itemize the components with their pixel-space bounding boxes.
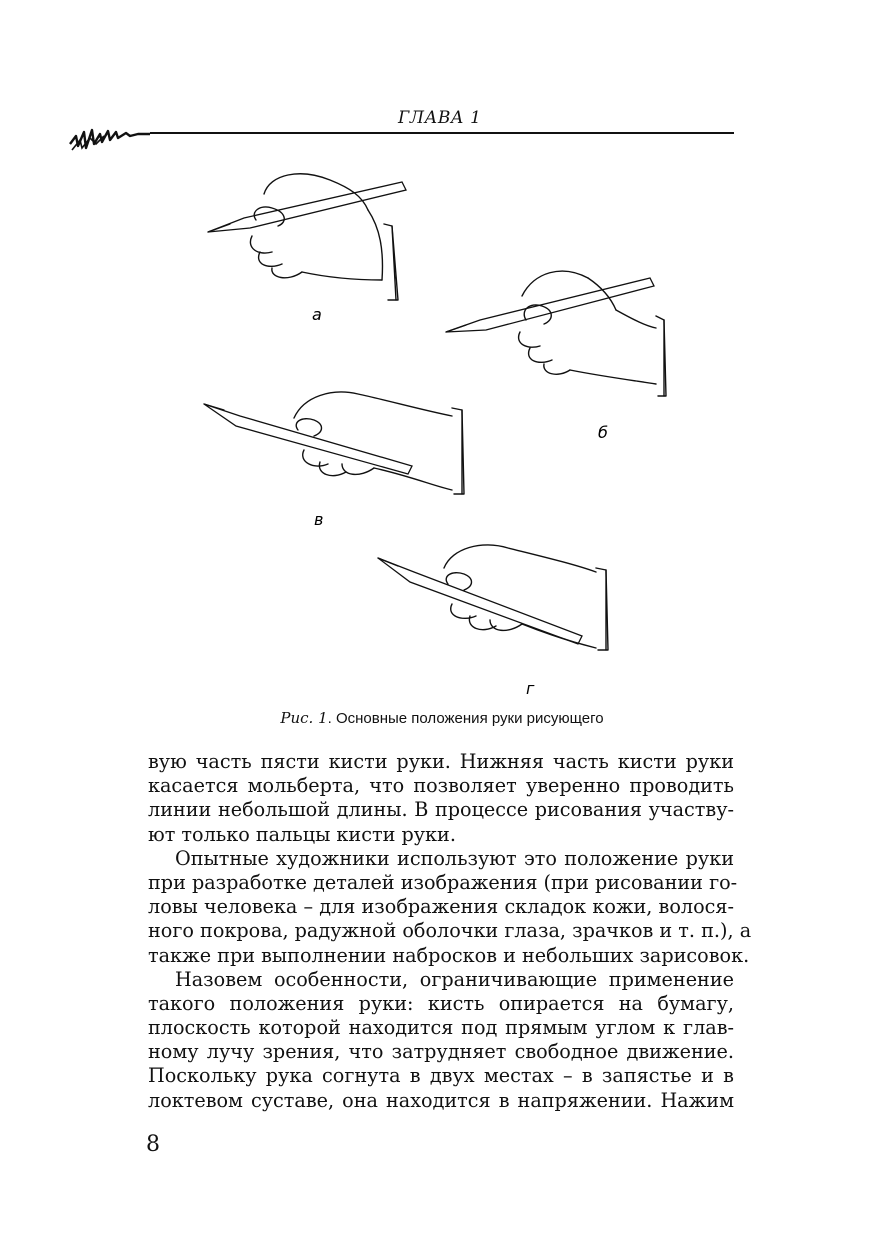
hand-illustration-g (378, 545, 608, 650)
body-line: такого положения руки: кисть опирается на бумагу, (148, 991, 734, 1015)
figure-caption-text: . Основные положения руки рисующего (327, 710, 604, 727)
body-line: ловы человека – для изображения складок кожи, волося- (148, 895, 734, 919)
figure-label-a: а (312, 305, 322, 324)
body-line: ному лучу зрения, что затрудняет свободное движение. (148, 1040, 734, 1064)
body-line: ют только пальцы кисти руки. (148, 822, 456, 846)
hand-positions-figure (190, 160, 690, 710)
figure-caption-prefix: Рис. 1 (280, 709, 328, 727)
figure-label-g: г (526, 679, 535, 698)
figure-caption (150, 709, 734, 727)
chapter-title: ГЛАВА 1 (398, 108, 482, 128)
body-text (148, 750, 752, 1113)
hand-illustration-a (208, 174, 406, 300)
figure-label-v: в (314, 510, 324, 529)
body-line: Опытные художники используют это положение руки (175, 846, 734, 870)
header-scribble-ornament (68, 122, 152, 156)
header-rule (150, 132, 734, 134)
body-line: ного покрова, радужной оболочки глаза, зрачков и т. п.), а (148, 919, 752, 943)
body-line: Поскольку рука согнута в двух местах – в запястье и в (148, 1064, 734, 1088)
figure-label-b: б (598, 423, 608, 442)
body-line: Назовем особенности, ограничивающие применение (175, 967, 734, 991)
body-line: также при выполнении набросков и небольших зарисовок. (148, 943, 750, 967)
body-line: при разработке деталей изображения (при рисовании го- (148, 870, 738, 894)
body-line: локтевом суставе, она находится в напряжении. Нажим (148, 1088, 734, 1112)
body-line: линии небольшой длины. В процессе рисования участву- (148, 798, 734, 822)
body-line: плоскость которой находится под прямым углом к глав- (148, 1016, 734, 1040)
page-number: 8 (146, 1132, 160, 1157)
hand-illustration-v (204, 392, 464, 494)
body-line: касается мольберта, что позволяет уверенно проводить (148, 774, 734, 798)
hand-illustration-b (446, 271, 666, 396)
body-line: вую часть пясти кисти руки. Нижняя часть кисти руки (148, 750, 734, 773)
